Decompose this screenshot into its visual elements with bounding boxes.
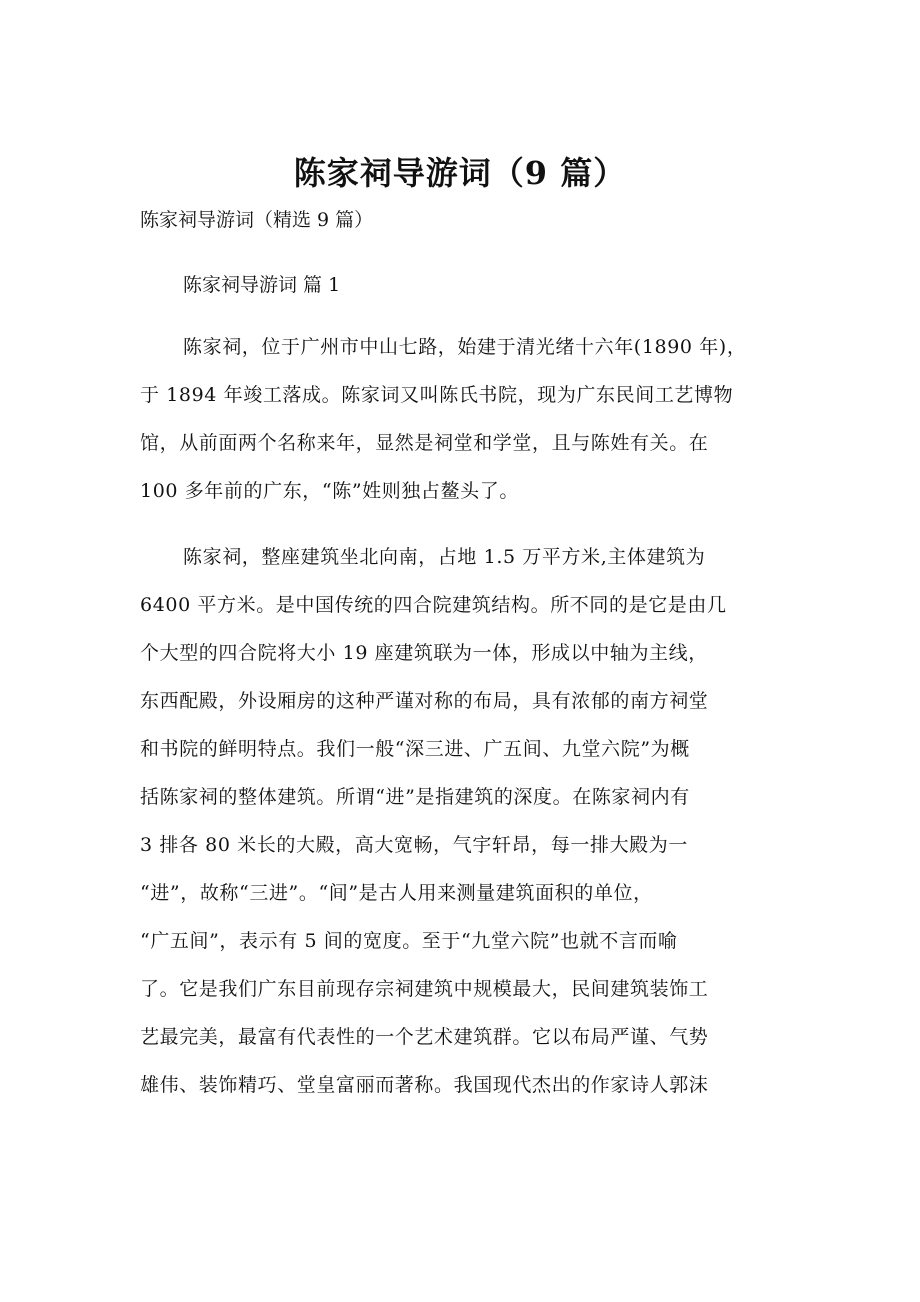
paragraph-line: 陈家祠，位于广州市中山七路，始建于清光绪十六年(1890 年)， [183,336,747,358]
paragraph-line: 3 排各 80 米长的大殿，高大宽畅，气宇轩昂，每一排大殿为一 [140,834,688,856]
paragraph-line: 于 1894 年竣工落成。陈家词又叫陈氏书院，现为广东民间工艺博物 [140,384,734,406]
paragraph-2 [140,533,727,1109]
paragraph-1 [140,323,746,515]
paragraph-line: 艺最完美，最富有代表性的一个艺术建筑群。它以布局严谨、气势 [140,1026,709,1048]
paragraph-line: 6400 平方米。是中国传统的四合院建筑结构。所不同的是它是由几 [140,594,727,616]
paragraph-line: 雄伟、装饰精巧、堂皇富丽而著称。我国现代杰出的作家诗人郭沫 [140,1074,709,1096]
paragraph-line: 个大型的四合院将大小 19 座建筑联为一体，形成以中轴为主线， [140,642,708,664]
paragraph-line: 馆，从前面两个名称来年，显然是祠堂和学堂，且与陈姓有关。在 [140,432,709,454]
document-subtitle: 陈家祠导游词（精选 9 篇） [140,209,374,231]
document-title: 陈家祠导游词（9 篇） [293,154,627,192]
paragraph-line: 东西配殿，外设厢房的这种严谨对称的布局，具有浓郁的南方祠堂 [140,690,709,712]
paragraph-line: 100 多年前的广东，“陈”姓则独占鳌头了。 [140,480,519,502]
paragraph-line: 了。它是我们广东目前现存宗祠建筑中规模最大，民间建筑装饰工 [140,978,709,1000]
paragraph-line: 陈家祠，整座建筑坐北向南，占地 1.5 万平方米,主体建筑为 [183,546,706,568]
paragraph-line: “进”，故称“三进”。“间”是古人用来测量建筑面积的单位， [140,882,653,904]
section-heading: 陈家祠导游词 篇 1 [183,274,341,296]
paragraph-line: “广五间”，表示有 5 间的宽度。至于“九堂六院”也就不言而喻 [140,930,678,952]
paragraph-line: 括陈家祠的整体建筑。所谓“进”是指建筑的深度。在陈家祠内有 [140,786,690,808]
paragraph-line: 和书院的鲜明特点。我们一般“深三进、广五间、九堂六院”为概 [140,738,690,760]
